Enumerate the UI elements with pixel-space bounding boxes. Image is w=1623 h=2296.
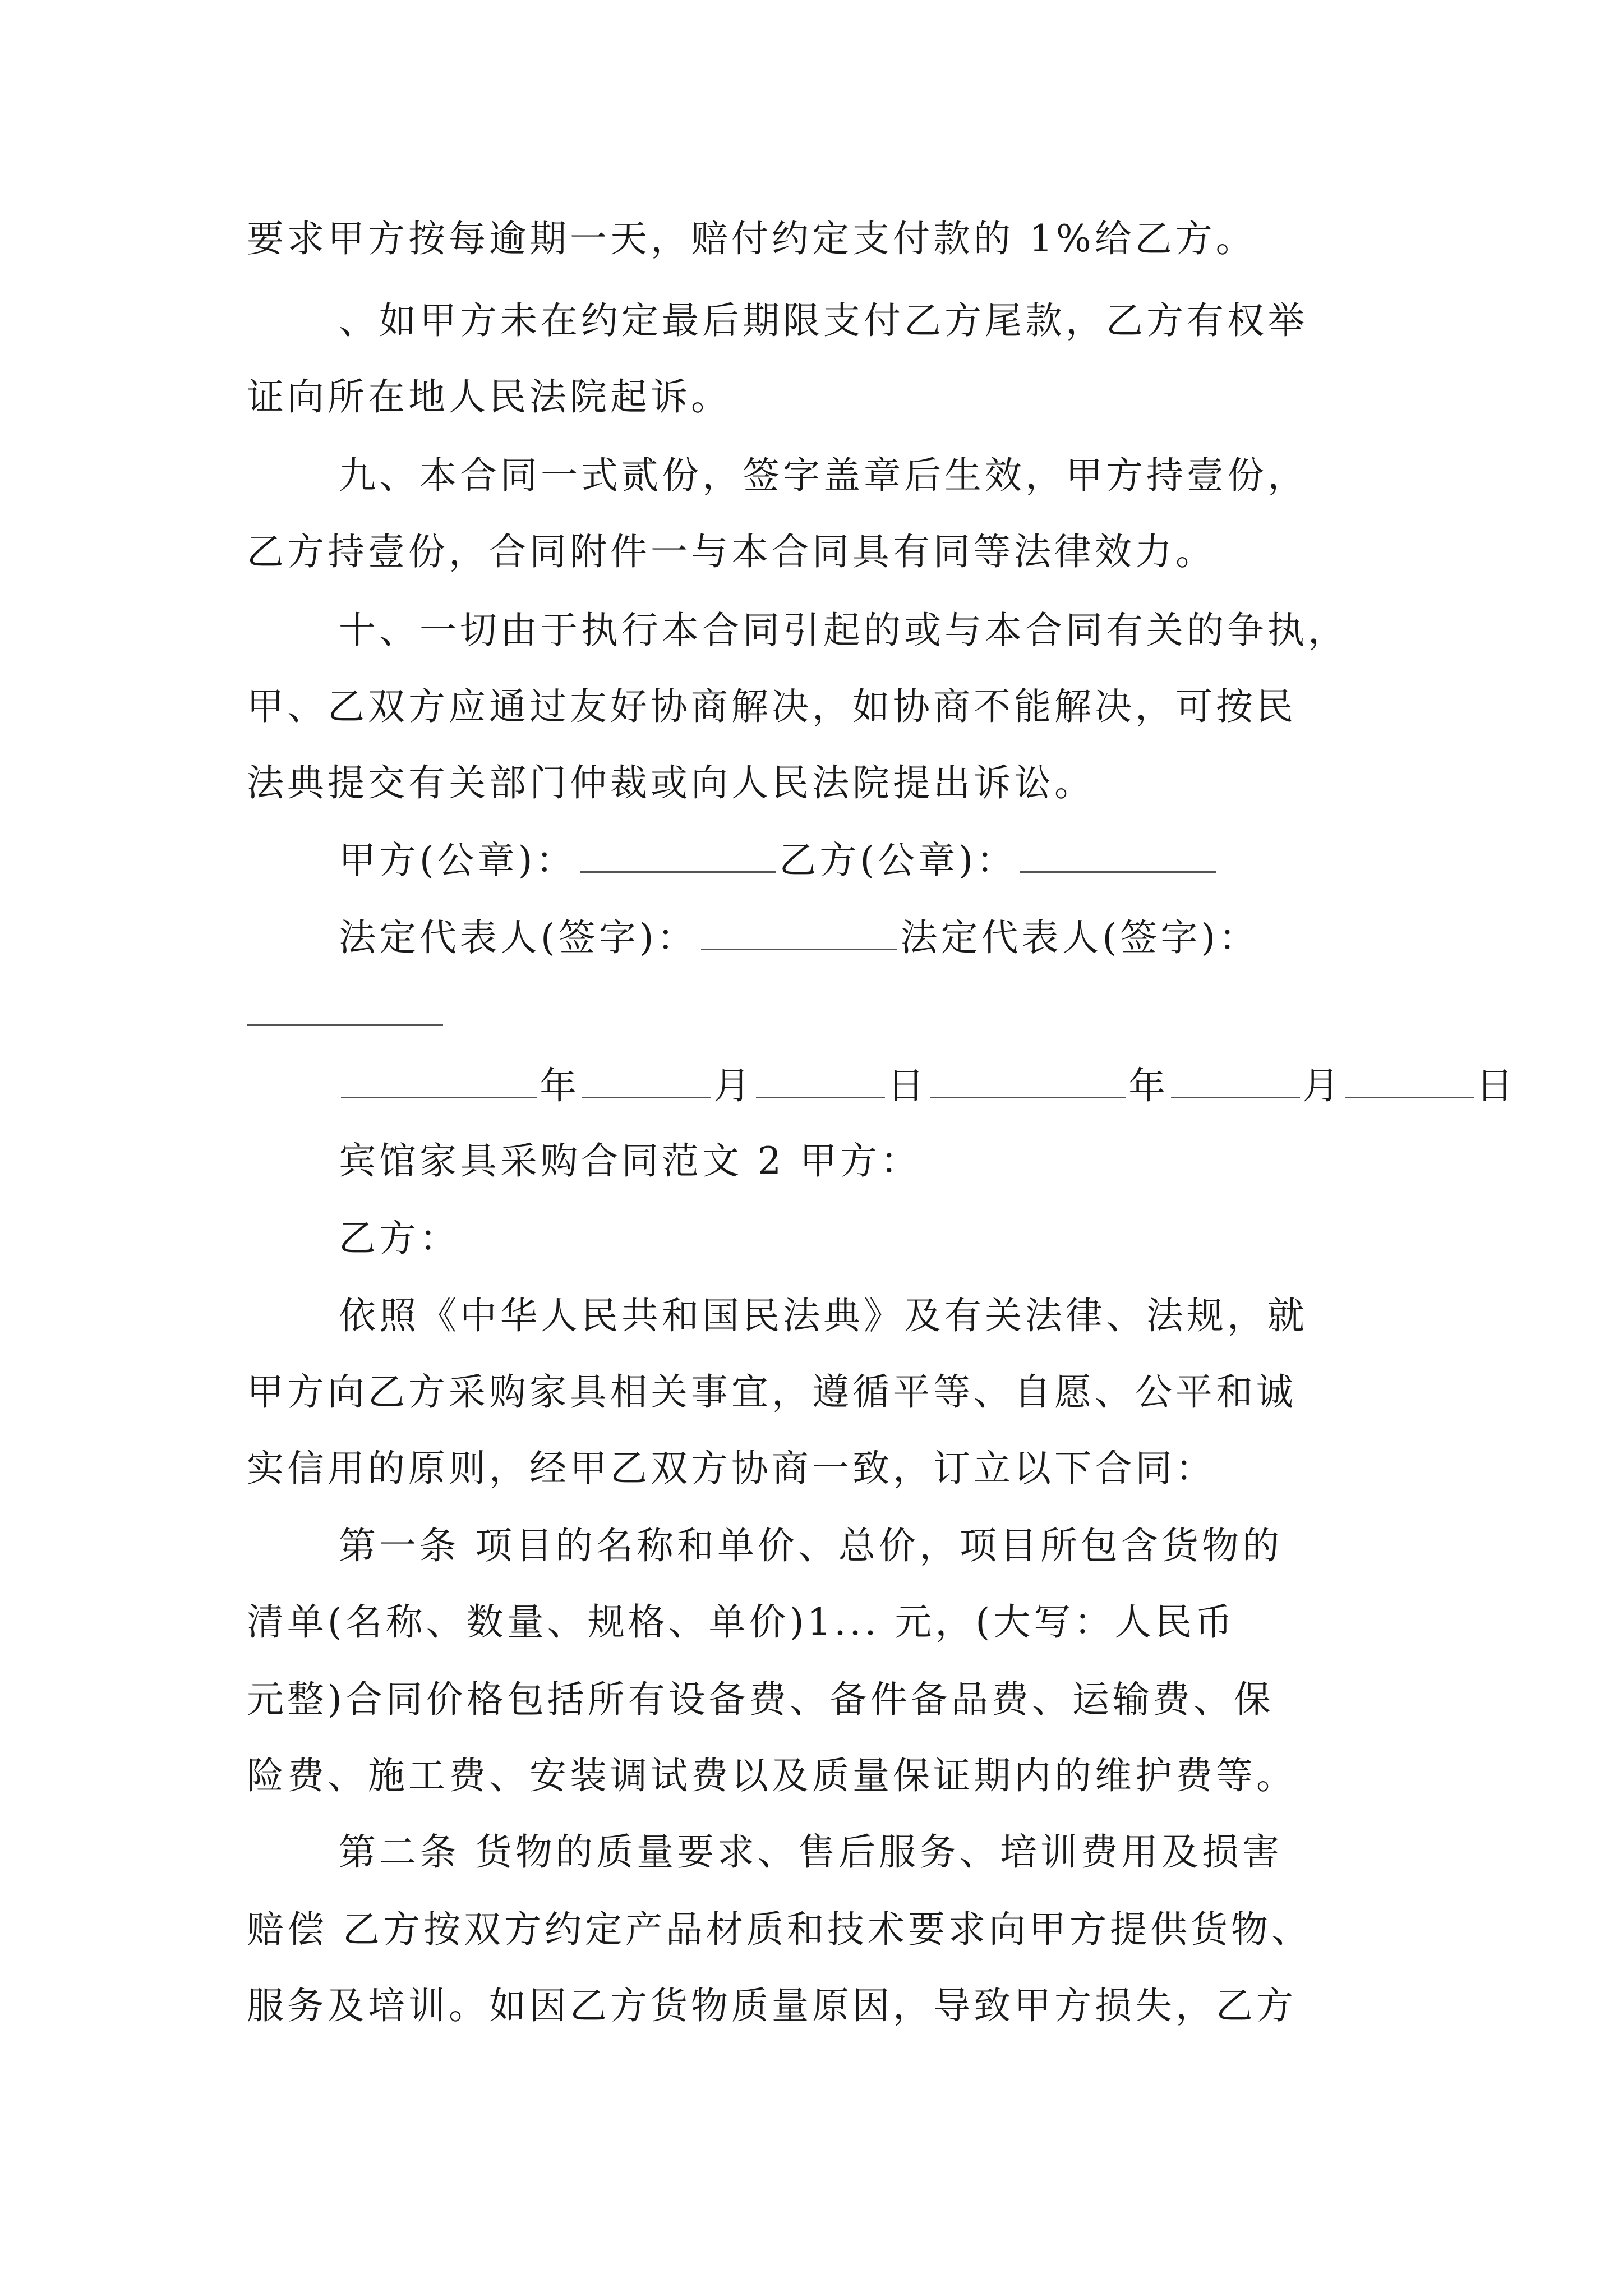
representative-line — [339, 915, 1259, 960]
year-a-label: 年 — [540, 1064, 580, 1107]
paragraph-line: 乙方持壹份，合同附件一与本合同具有同等法律效力。 — [247, 530, 1216, 573]
rep-b-label: 法定代表人(签字)： — [900, 916, 1259, 959]
day-b-blank — [1345, 1064, 1474, 1098]
preamble-line: 实信用的原则，经甲乙双方协商一致，订立以下合同： — [247, 1447, 1216, 1490]
preamble-line: 甲方向乙方采购家具相关事宜，遵循平等、自愿、公平和诚 — [247, 1370, 1297, 1414]
article1-line: 险费、施工费、安装调试费以及质量保证期内的维护费等。 — [247, 1754, 1297, 1797]
party-a-seal-label: 甲方(公章)： — [339, 839, 577, 882]
article2-line: 第二条 货物的质量要求、售后服务、培训费用及损害 — [339, 1830, 1283, 1874]
preamble-line: 依照《中华人民共和国民法典》及有关法律、法规，就 — [339, 1294, 1308, 1337]
article1-line: 清单(名称、数量、规格、单价)1... 元，(大写：人民币 — [247, 1600, 1236, 1644]
seal-line — [339, 838, 1220, 883]
party-b-seal-label: 乙方(公章)： — [779, 839, 1017, 882]
year-a-blank — [341, 1064, 537, 1098]
year-b-blank — [930, 1064, 1126, 1098]
day-a-blank — [756, 1064, 885, 1098]
day-b-label: 日 — [1476, 1064, 1516, 1107]
paragraph-line: 、如甲方未在约定最后期限支付乙方尾款，乙方有权举 — [339, 299, 1308, 342]
article2-line: 赔偿 乙方按双方约定产品材质和技术要求向甲方提供货物、 — [247, 1908, 1312, 1951]
paragraph-line: 法典提交有关部门仲裁或向人民法院提出诉讼。 — [247, 761, 1095, 804]
day-a-label: 日 — [887, 1064, 928, 1107]
year-b-label: 年 — [1128, 1064, 1169, 1107]
party-a-seal-blank — [580, 839, 776, 873]
paragraph-line: 要求甲方按每逾期一天，赔付约定支付款的 1%给乙方。 — [247, 217, 1256, 260]
month-b-blank — [1171, 1064, 1300, 1098]
month-a-blank — [582, 1064, 711, 1098]
contract-title-line: 宾馆家具采购合同范文 2 甲方： — [339, 1139, 921, 1182]
rep-a-blank — [701, 916, 897, 950]
rep-b-blank — [247, 1024, 443, 1026]
paragraph-line: 十、一切由于执行本合同引起的或与本合同有关的争执， — [339, 609, 1348, 652]
month-b-label: 月 — [1302, 1064, 1343, 1107]
article1-line: 元整)合同价格包括所有设备费、备件备品费、运输费、保 — [247, 1678, 1274, 1721]
rep-a-label: 法定代表人(签字)： — [339, 916, 698, 959]
paragraph-line: 证向所在地人民法院起诉。 — [247, 375, 731, 418]
paragraph-line: 甲、乙双方应通过友好协商解决，如协商不能解决，可按民 — [247, 685, 1297, 728]
date-line — [339, 1064, 1516, 1108]
party-b-line: 乙方： — [339, 1217, 460, 1260]
article1-line: 第一条 项目的名称和单价、总价，项目所包含货物的 — [339, 1524, 1283, 1567]
article2-line: 服务及培训。如因乙方货物质量原因，导致甲方损失，乙方 — [247, 1984, 1297, 2027]
paragraph-line: 九、本合同一式贰份，签字盖章后生效，甲方持壹份， — [339, 454, 1308, 497]
party-b-seal-blank — [1020, 839, 1216, 873]
month-a-label: 月 — [713, 1064, 754, 1107]
